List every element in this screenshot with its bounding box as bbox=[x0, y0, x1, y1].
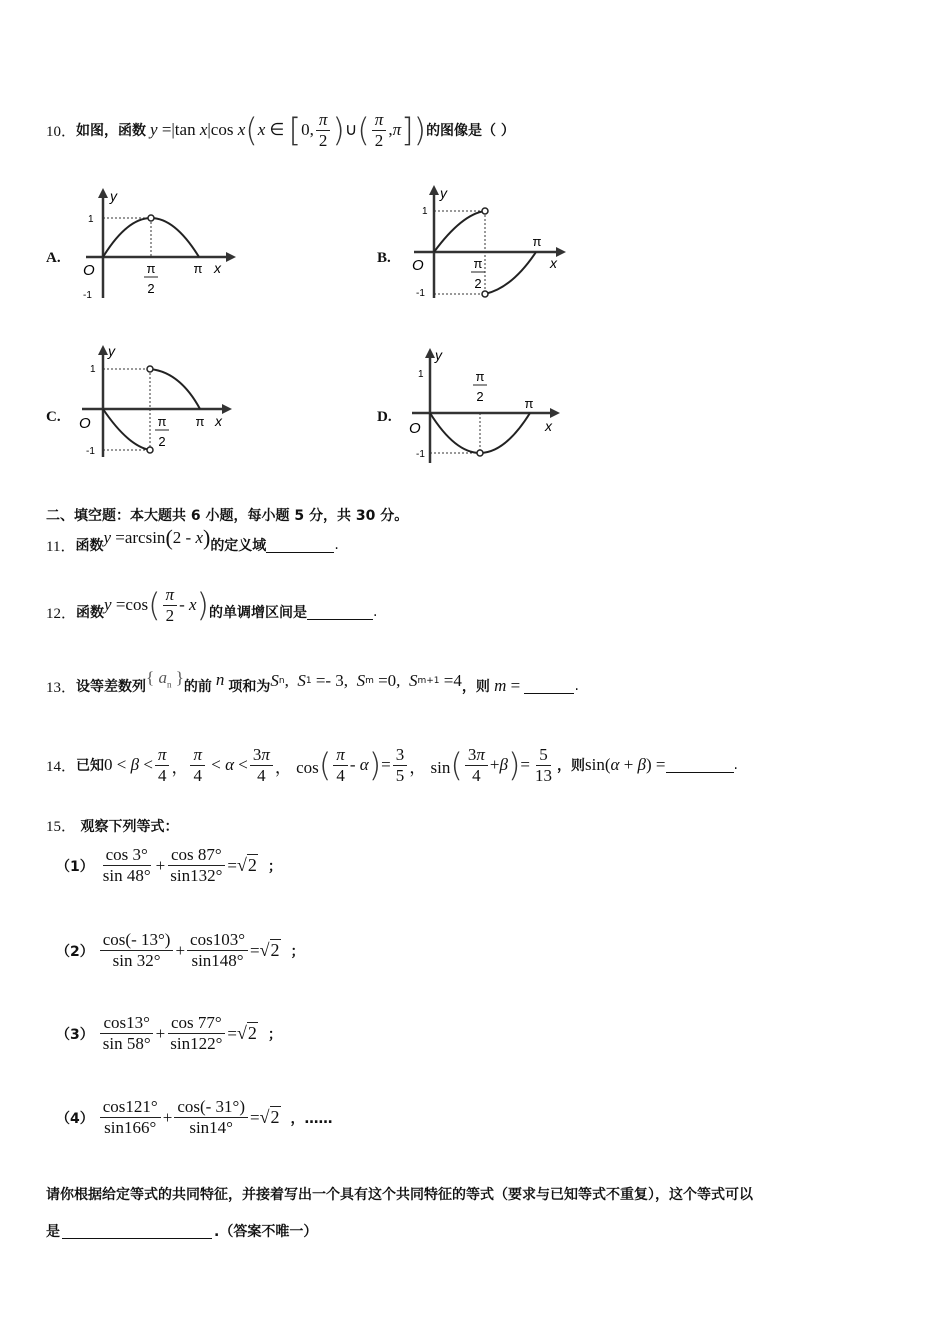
graph-a-half-pi-den: 2 bbox=[147, 281, 155, 296]
graph-b-tick-1: 1 bbox=[422, 206, 428, 217]
eq3-rhs: 2 bbox=[247, 1023, 257, 1043]
graph-d-half-pi-den: 2 bbox=[476, 389, 484, 404]
q14-end: . bbox=[733, 757, 738, 773]
q13-mid1: 的前 bbox=[183, 679, 212, 695]
graph-b bbox=[410, 180, 575, 302]
graph-d-origin: O bbox=[409, 420, 421, 437]
graph-a bbox=[80, 185, 240, 305]
eq1-label: （1） bbox=[56, 858, 94, 875]
graph-a-pi: π bbox=[193, 261, 203, 276]
q11-formula: y =arcsin ( 2 - x ) bbox=[103, 525, 211, 550]
eq3-label: （3） bbox=[56, 1026, 94, 1043]
eq2-num1: cos(- 13°) bbox=[100, 930, 174, 951]
q11-suffix: 的定义域 bbox=[210, 538, 267, 554]
eq1-rhs: 2 bbox=[247, 855, 257, 875]
q15-request-line2 bbox=[46, 1221, 317, 1241]
q15-number: 15． bbox=[46, 819, 77, 835]
q12-number: 12． bbox=[46, 605, 77, 622]
q15-request-line1: 请你根据给定等式的共同特征，并接着写出一个具有这个共同特征的等式（要求与已知等式不重复），这个等式可以 bbox=[46, 1187, 753, 1203]
q12-formula: y =cos ( $\frac{\pi}{2}$ - x ) bbox=[104, 584, 210, 625]
q13-n: n bbox=[215, 670, 225, 689]
section-2-title: 二、填空题：本大题共 6 小题，每小题 5 分，共 30 分。 bbox=[46, 508, 409, 524]
eq1-end: ； bbox=[267, 858, 282, 875]
graph-d-y-label: y bbox=[435, 347, 442, 363]
q11-prefix: 函数 bbox=[75, 538, 104, 554]
graph-b-tick-neg1: -1 bbox=[416, 288, 425, 299]
q13-then: ，则 bbox=[461, 679, 490, 695]
q14-number: 14． bbox=[46, 758, 77, 775]
q11-end: . bbox=[334, 537, 339, 553]
q13-conditions: S n , S 1 =- 3, S m =0, S m+1 =4 bbox=[270, 671, 462, 690]
graph-c-origin: O bbox=[79, 415, 91, 432]
eq2-num2: cos103° bbox=[187, 930, 248, 951]
eq3-num1: cos13° bbox=[100, 1013, 152, 1034]
q10-number: 10． bbox=[46, 123, 77, 140]
q12-suffix: 的单调增区间是 bbox=[209, 605, 308, 621]
graph-a-y-label: y bbox=[110, 188, 117, 204]
q14-answer-blank[interactable] bbox=[666, 758, 734, 773]
eq4-end: ，…… bbox=[290, 1110, 333, 1127]
graph-c-half-pi-num: π bbox=[157, 414, 167, 429]
graph-c-half-pi-den: 2 bbox=[158, 434, 166, 449]
q15-equation-4: （4） $\frac{\cos 121^\circ}{\sin 166^\circ}$ + $\frac{\cos(- 31^\circ)}{\sin 14^\circ}$ = √2 ，…… bbox=[56, 1097, 333, 1137]
q13-line: 13． 设等差数列 { $a_n$ } 的前 n 项和为 S n , S 1 =- 3, S m =0, S m+1 =4 ，则 m = . bbox=[46, 668, 579, 696]
graph-c-tick-1: 1 bbox=[90, 364, 96, 375]
graph-c-tick-neg1: -1 bbox=[86, 446, 95, 457]
q12-answer-blank[interactable] bbox=[307, 605, 373, 620]
eq1-num2: cos 87° bbox=[168, 845, 225, 866]
q14-conditions: 0 < β < $\frac{\pi}{4}$ ， $\frac{\pi}{4}$ < α < $\frac{3\pi}{4}$ ， cos ( $\frac{\pi}{4}$ - α ) = $\frac{3}{5}$ ， sin ( $\frac{3\pi}{4}$ + β ) = $\frac{5}{13}$ bbox=[104, 744, 553, 785]
q13-seq: { $a_n$ } bbox=[146, 668, 184, 690]
q13-number: 13． bbox=[46, 679, 77, 696]
eq4-label: （4） bbox=[56, 1110, 94, 1127]
q15-answer-blank[interactable] bbox=[62, 1224, 212, 1239]
q11-answer-blank[interactable] bbox=[266, 538, 334, 553]
eq3-num2: cos 77° bbox=[168, 1013, 225, 1034]
graph-b-x-label: x bbox=[550, 255, 557, 271]
eq2-rhs: 2 bbox=[270, 940, 280, 960]
graph-c-pi: π bbox=[195, 414, 205, 429]
eq4-num1: cos121° bbox=[100, 1097, 161, 1118]
q10-formula: y =|tan x |cos x ( x ∈ [ 0, $\frac{\pi}{2}$ ) ∪ ( $\frac{\pi}{2}$ , π ] ) bbox=[150, 109, 427, 150]
q12-end: . bbox=[373, 604, 378, 620]
q13-prefix: 设等差数列 bbox=[76, 679, 147, 695]
graph-d-x-label: x bbox=[545, 418, 552, 434]
q15-equation-1: （1） $\frac{\cos 3^\circ}{\sin 48^\circ}$ + $\frac{\cos 87^\circ}{\sin 132^\circ}$ = √2 ； bbox=[56, 845, 282, 885]
eq2-end: ； bbox=[290, 943, 305, 960]
q12-line bbox=[46, 586, 377, 638]
q14-then: ，则 bbox=[557, 758, 586, 774]
eq1-den2: sin132° bbox=[170, 866, 223, 885]
q15-equation-2: （2） $\frac{\cos(- 13^\circ)}{\sin 32^\circ}$ + $\frac{\cos 103^\circ}{\sin 148^\circ}$ = √2 ； bbox=[56, 930, 305, 970]
eq2-den1: sin 32° bbox=[112, 951, 161, 970]
option-d-label: D. bbox=[377, 409, 392, 425]
eq2-label: （2） bbox=[56, 943, 94, 960]
eq2-den2: sin148° bbox=[191, 951, 244, 970]
graph-a-origin: O bbox=[83, 262, 95, 279]
eq3-den1: sin 58° bbox=[102, 1034, 151, 1053]
graph-b-origin: O bbox=[412, 257, 424, 274]
q14-line: 14． 已知 0 < β < $\frac{\pi}{4}$ ， $\frac{\pi}{4}$ < α < $\frac{3\pi}{4}$ ， cos ( $\frac{\pi}{4}$ - α ) = $\frac{3}{5}$ ， sin ( $\frac{3\pi}{4}$ + β ) = $\frac{5}{13}$ ，则 sin( α + β ) = . bbox=[46, 744, 738, 785]
eq3-end: ； bbox=[267, 1026, 282, 1043]
q10-suffix: 的图像是（ ） bbox=[426, 123, 515, 139]
q12-prefix: 函数 bbox=[76, 605, 105, 621]
graph-c-y-label: y bbox=[108, 343, 115, 359]
graph-a-tick-1: 1 bbox=[88, 214, 94, 225]
graph-c bbox=[78, 342, 238, 464]
graph-d-tick-1: 1 bbox=[418, 369, 424, 380]
eq4-num2: cos(- 31°) bbox=[174, 1097, 248, 1118]
q13-mid2: 项和为 bbox=[228, 679, 271, 695]
graph-b-half-pi-num: π bbox=[473, 256, 483, 271]
eq4-den2: sin14° bbox=[189, 1118, 233, 1137]
q14-prefix: 已知 bbox=[76, 758, 105, 774]
graph-d-pi: π bbox=[524, 396, 534, 411]
eq4-rhs: 2 bbox=[270, 1107, 280, 1127]
eq1-den1: sin 48° bbox=[102, 866, 151, 885]
option-c-label: C. bbox=[46, 409, 61, 425]
graph-a-half-pi-num: π bbox=[146, 261, 156, 276]
q15-title-line bbox=[46, 815, 178, 836]
q10-prefix: 如图，函数 bbox=[76, 123, 147, 139]
eq3-den2: sin122° bbox=[170, 1034, 223, 1053]
graph-a-tick-neg1: -1 bbox=[83, 290, 92, 301]
q15-title: 观察下列等式： bbox=[80, 819, 179, 835]
graph-d bbox=[408, 345, 568, 467]
option-a-label: A. bbox=[46, 250, 61, 266]
eq4-den1: sin166° bbox=[104, 1118, 157, 1137]
graph-a-x-label: x bbox=[214, 260, 221, 276]
graph-b-y-label: y bbox=[440, 185, 447, 201]
eq1-num1: cos 3° bbox=[103, 845, 151, 866]
graph-d-tick-neg1: -1 bbox=[416, 449, 425, 460]
graph-b-half-pi-den: 2 bbox=[474, 276, 482, 291]
q11-number: 11． bbox=[46, 538, 76, 555]
q15-equation-3: （3） $\frac{\cos 13^\circ}{\sin 58^\circ}$ + $\frac{\cos 77^\circ}{\sin 122^\circ}$ = √2 ； bbox=[56, 1013, 282, 1053]
graph-d-half-pi-num: π bbox=[475, 369, 485, 384]
q15-request-suffix: .（答案不唯一） bbox=[214, 1224, 318, 1240]
q13-answer-blank[interactable] bbox=[524, 679, 574, 694]
graph-c-x-label: x bbox=[215, 413, 222, 429]
option-b-label: B. bbox=[377, 250, 391, 266]
q10-line bbox=[46, 104, 515, 156]
q13-end: . bbox=[574, 678, 579, 694]
q11-line bbox=[46, 525, 339, 562]
graph-b-pi: π bbox=[532, 234, 542, 249]
q15-request-prefix: 是 bbox=[46, 1224, 60, 1240]
